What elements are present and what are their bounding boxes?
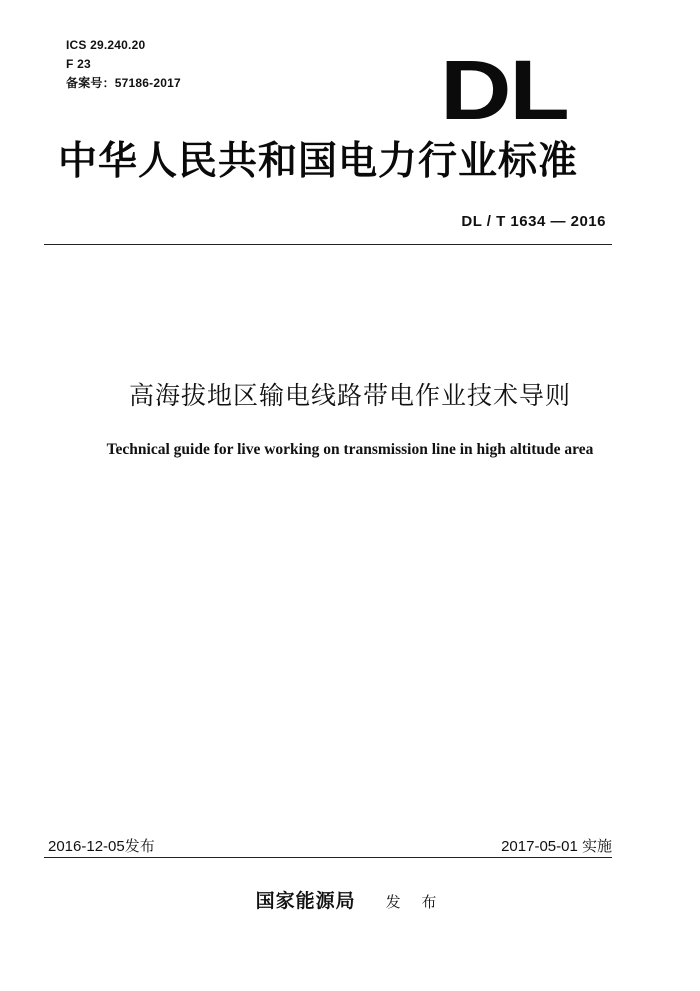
- ccs-code: F 23: [66, 57, 91, 71]
- footer-divider: [44, 857, 612, 858]
- implementation-date: 2017-05-01 实施: [501, 838, 612, 855]
- ics-code: ICS 29.240.20: [66, 38, 146, 52]
- header-divider: [44, 244, 612, 245]
- record-number: 备案号：57186-2017: [66, 76, 181, 90]
- classification-block: [66, 36, 181, 93]
- issue-date: 2016-12-05发布: [48, 838, 155, 855]
- publisher-name: 国家能源局: [255, 890, 356, 912]
- publisher-action: 发 布: [385, 893, 445, 911]
- dl-logo: DL: [440, 43, 568, 137]
- publisher-line: [0, 886, 700, 913]
- english-title: Technical guide for live working on transmission line in high altitude area: [106, 441, 594, 458]
- standard-number: DL / T 1634 — 2016: [461, 213, 606, 230]
- chinese-title: 高海拔地区输电线路带电作业技术导则: [128, 381, 571, 410]
- industry-standard-title: 中华人民共和国电力行业标准: [58, 138, 579, 184]
